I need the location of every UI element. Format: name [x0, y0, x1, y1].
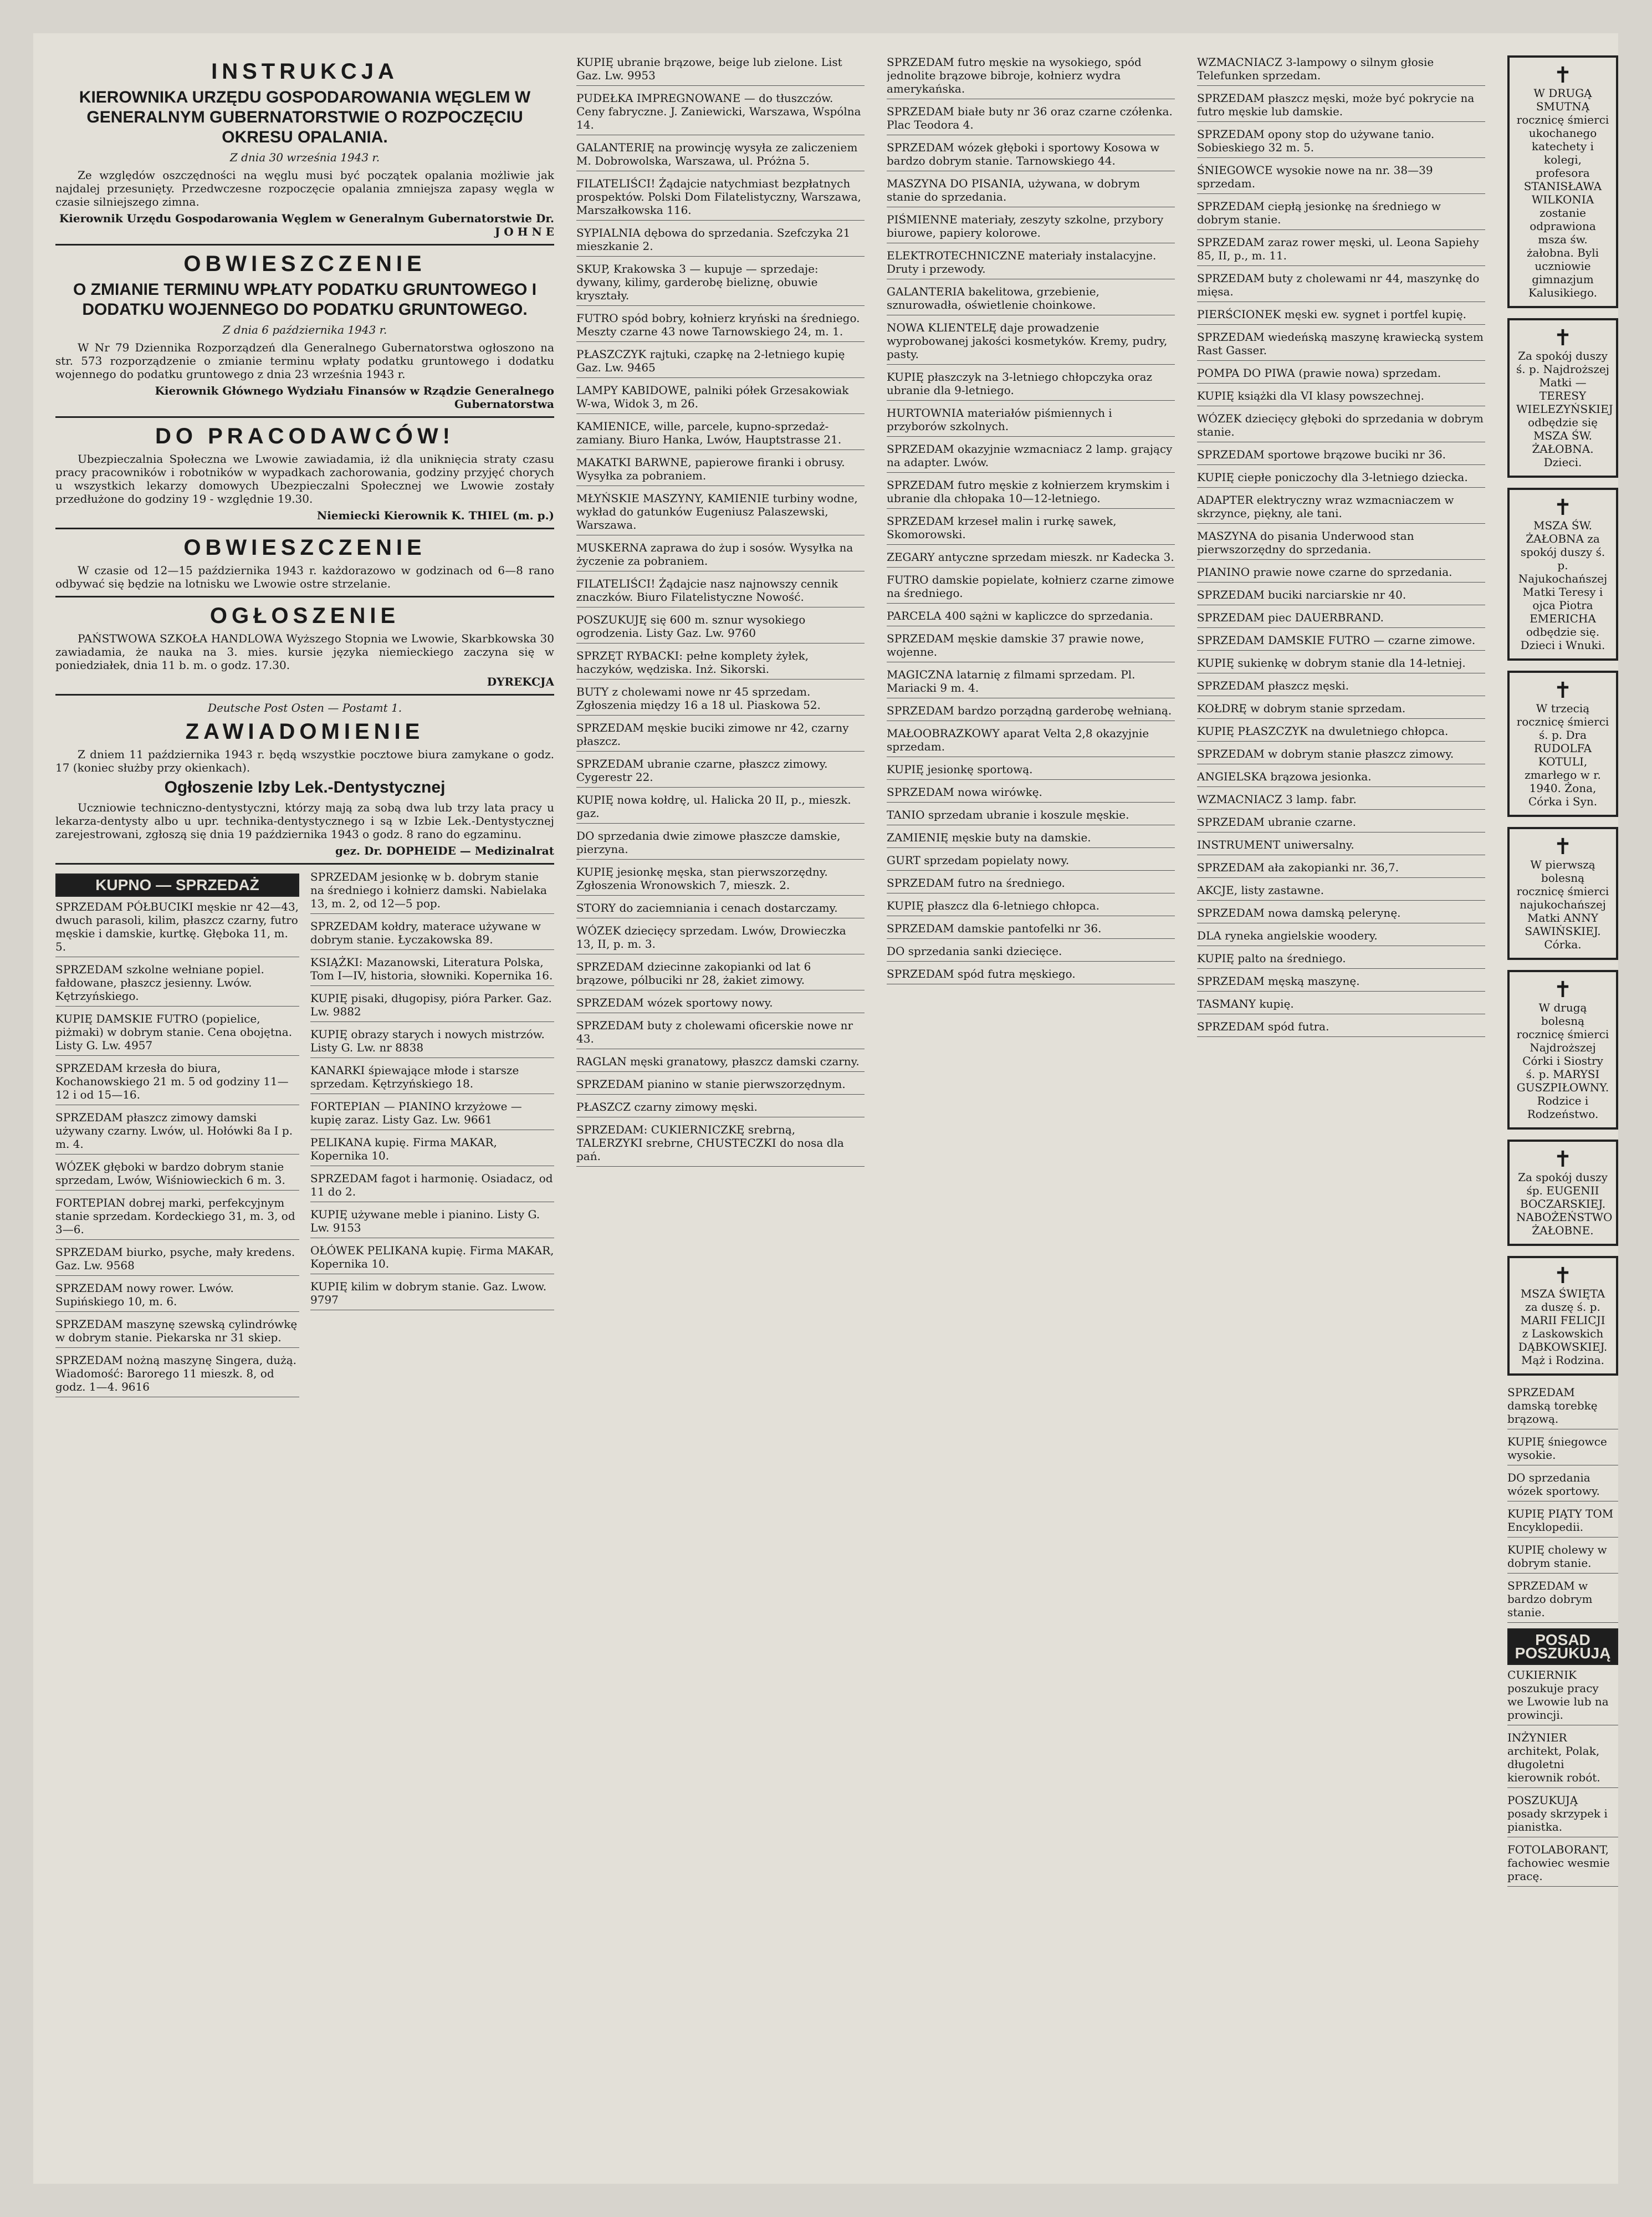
classified-ad: KSIĄŻKI: Mazanowski, Literatura Polska, Tom I—IV, historia, słowniki. Kopernika 16. — [310, 956, 554, 986]
obituary-box — [1507, 488, 1618, 661]
classified-ad: WÓZEK dziecięcy sprzedam. Lwów, Drowieczka 13, II, p. m. 3. — [576, 924, 865, 954]
post-notice-body: Z dniem 11 października 1943 r. będą wszystkie pocztowe biura zamykane o godz. 17 (koniec służby przy okienkach). — [55, 748, 554, 774]
classified-ad: KUPIĘ PIĄTY TOM Encyklopedii. — [1507, 1507, 1618, 1537]
classified-ad: PUDEŁKA IMPREGNOWANE — do tłuszczów. Ceny fabryczne. J. Zaniewicki, Warszawa, Wspólna 14. — [576, 91, 865, 135]
classified-ad: PARCELA 400 sążni w kapliczce do sprzedania. — [887, 609, 1175, 626]
cross-icon: ✝ — [1553, 63, 1572, 88]
classified-ad: MAGICZNA latarnię z filmami sprzedam. Pl. Mariacki 9 m. 4. — [887, 668, 1175, 698]
classified-ad: SPRZEDAM płaszcz zimowy damski używany czarny. Lwów, ul. Hołówki 8a I p. m. 4. — [55, 1111, 299, 1155]
classified-ad: POMPA DO PIWA (prawie nowa) sprzedam. — [1197, 366, 1485, 384]
obituary-box — [1507, 318, 1618, 478]
announcement-title: OBWIESZCZENIE — [183, 252, 426, 276]
classified-ad: SPRZEDAM: CUKIERNICZKĘ srebrną, TALERZYKI srebrne, CHUSTECZKI do nosa dla pań. — [576, 1123, 865, 1167]
divider — [55, 863, 554, 865]
classified-ad: SPRZEDAM piec DAUERBRAND. — [1197, 611, 1485, 628]
classified-ad: PIANINO prawie nowe czarne do sprzedania. — [1197, 565, 1485, 583]
classified-ad: SPRZEDAM płaszcz męski, może być pokrycie na futro męskie lub damskie. — [1197, 91, 1485, 122]
classified-ad: SPRZEDAM białe buty nr 36 oraz czarne czółenka. Plac Teodora 4. — [887, 105, 1175, 135]
classifieds-title: KUPNO — SPRZEDAŻ — [55, 873, 299, 897]
instruction-signature: Kierownik Urzędu Gospodarowania Węglem w Generalnym Gubernatorstwie Dr. J O H N E — [59, 212, 554, 238]
classified-ad: SPRZEDAM nowy rower. Lwów. Supińskiego 10, m. 6. — [55, 1281, 299, 1312]
classified-ad: SPRZEDAM krzeseł malin i rurkę sawek, Skomorowski. — [887, 514, 1175, 545]
classified-ad: KANARKI śpiewające młode i starsze sprzedam. Kętrzyńskiego 18. — [310, 1064, 554, 1094]
classified-ad: WÓZEK głęboki w bardzo dobrym stanie sprzedam, Lwów, Wiśniowieckich 6 m. 3. — [55, 1160, 299, 1191]
post-notice-title: ZAWIADOMIENIE — [185, 719, 424, 744]
cross-icon: ✝ — [1553, 977, 1572, 1003]
instruction-subtitle: KIEROWNIKA URZĘDU GOSPODAROWANIA WĘGLEM W GENERALNYM GUBERNATORSTWIE O ROZPOCZĘCIU OKRESU OPALANIA. — [79, 88, 531, 146]
classifieds-right — [310, 870, 554, 1403]
classified-ad: SPRZEDAM wiedeńską maszynę krawiecką system Rast Gasser. — [1197, 330, 1485, 361]
classified-ad: ADAPTER elektryczny wraz wzmacniaczem w skrzynce, piękny, ale tani. — [1197, 493, 1485, 524]
classified-ad: DLA ryneka angielskie woodery. — [1197, 929, 1485, 946]
obituary-text: W drugą bolesną rocznicę śmierci Najdroższej Córki i Siostry ś. p. MARYSI GUSZPIŁOWNY. Rodzice i Rodzeństwo. — [1516, 1001, 1609, 1121]
classified-ad: SPRZEDAM biurko, psyche, mały kredens. Gaz. Lw. 9568 — [55, 1245, 299, 1276]
classified-ad: ZAMIENIĘ męskie buty na damskie. — [887, 831, 1175, 848]
classified-ad: SPRZĘT RYBACKI: pełne komplety żyłek, haczyków, wędziska. Inż. Sikorski. — [576, 649, 865, 680]
classified-ad: NOWA KLIENTELĘ daje prowadzenie wyprobowanej jakości kosmetyków. Kremy, pudry, pasty. — [887, 321, 1175, 365]
job-ad: FOTOLABORANT, fachowiec wesmie pracę. — [1507, 1843, 1618, 1887]
classified-ad: RAGLAN męski granatowy, płaszcz damski czarny. — [576, 1055, 865, 1072]
classified-ad: MŁYŃSKIE MASZYNY, KAMIENIE turbiny wodne, wykład do gatunków Eugeniusz Palaszewski, Warszawa. — [576, 492, 865, 535]
classified-ad: SYPIALNIA dębowa do sprzedania. Szefczyka 21 mieszkanie 2. — [576, 226, 865, 257]
cross-icon: ✝ — [1553, 1263, 1572, 1289]
classified-ad: KUPIĘ śniegowce wysokie. — [1507, 1435, 1618, 1465]
classified-ad: SPRZEDAM kołdry, materace używane w dobrym stanie. Łyczakowska 89. — [310, 920, 554, 950]
classified-ad: AKCJE, listy zastawne. — [1197, 883, 1485, 901]
classified-ad: SPRZEDAM nożną maszynę Singera, dużą. Wiadomość: Barorego 11 mieszk. 8, od godz. 1—4. 9616 — [55, 1353, 299, 1397]
classified-ad: FILATELIŚCI! Żądajcie nasz najnowszy cennik znaczków. Biuro Filatelistyczne Nowość. — [576, 577, 865, 607]
classified-ad: SPRZEDAM opony stop do używane tanio. Sobieskiego 32 m. 5. — [1197, 127, 1485, 158]
classified-ad: KUPIĘ kilim w dobrym stanie. Gaz. Lwow. 9797 — [310, 1280, 554, 1310]
classified-ad: FILATELIŚCI! Żądajcie natychmiast bezpłatnych prospektów. Polski Dom Filatelistyczny, Warszawa, Marszałkowska 116. — [576, 177, 865, 221]
classified-ad: SPRZEDAM wózek sportowy nowy. — [576, 996, 865, 1013]
classified-ad: KAMIENICE, wille, parcele, kupno-sprzedaż-zamiany. Biuro Hanka, Lwów, Hauptstrasse 21. — [576, 420, 865, 450]
divider — [55, 694, 554, 696]
column-obituaries — [1507, 55, 1618, 2162]
classified-ad: WZMACNIACZ 3 lamp. fabr. — [1197, 793, 1485, 810]
obituary-box — [1507, 1256, 1618, 1376]
employers-title: DO PRACODAWCÓW! — [155, 424, 454, 448]
classified-ad: KUPIĘ używane meble i pianino. Listy G. Lw. 9153 — [310, 1208, 554, 1238]
obituary-box — [1507, 1140, 1618, 1246]
classified-ad: PELIKANA kupię. Firma MAKAR, Kopernika 10. — [310, 1136, 554, 1166]
cross-icon: ✝ — [1553, 325, 1572, 351]
dental-notice-body: Uczniowie techniczno-dentystyczni, którzy mają za sobą dwa lub trzy lata pracy u lekarza-dentysty albo u upr. technika-dentystycznego i są w Izbie Lek.-Dentystycznej zarejestrowani, zgłoszą się dnia 19 października 1943 o godz. 8 rano do egzaminu. — [55, 801, 554, 841]
classified-ad: SPRZEDAM nowa damską pelerynę. — [1197, 906, 1485, 923]
announcement-date: Z dnia 6 października 1943 r. — [222, 323, 387, 336]
classified-ad: KUPIĘ ciepłe poniczochy dla 3-letniego dziecka. — [1197, 471, 1485, 488]
classified-ad: GURT sprzedam popielaty nowy. — [887, 854, 1175, 871]
classified-ad: KUPIĘ płaszcz dla 6-letniego chłopca. — [887, 899, 1175, 916]
classified-ad: SPRZEDAM dziecinne zakopianki od lat 6 brązowe, pólbuciki nr 28, żakiet zimowy. — [576, 960, 865, 990]
classified-ad: SPRZEDAM sportowe brązowe buciki nr 36. — [1197, 448, 1485, 465]
employers-signature: Niemiecki Kierownik K. THIEL (m. p.) — [316, 509, 554, 522]
classified-ad: SPRZEDAM zaraz rower męski, ul. Leona Sapiehy 85, II, p., m. 11. — [1197, 236, 1485, 266]
classified-ad: SPRZEDAM szkolne wełniane popiel. fałdowane, płaszcz jesienny. Lwów. Kętrzyńskiego. — [55, 963, 299, 1007]
classified-ad: PIERŚCIONEK męski ew. sygnet i portfel kupię. — [1197, 308, 1485, 325]
classified-ad: SPRZEDAM DAMSKIE FUTRO — czarne zimowe. — [1197, 634, 1485, 651]
job-ad: INŻYNIER architekt, Polak, długoletni kierownik robót. — [1507, 1731, 1618, 1788]
classified-ad: SPRZEDAM męską maszynę. — [1197, 974, 1485, 992]
classified-ad: KUPIĘ nowa kołdrę, ul. Halicka 20 II, p., mieszk. gaz. — [576, 793, 865, 824]
divider — [55, 416, 554, 418]
classified-ad: SPRZEDAM nowa wirówkę. — [887, 785, 1175, 803]
classified-ad: TANIO sprzedam ubranie i koszule męskie. — [887, 808, 1175, 825]
obituary-box — [1507, 970, 1618, 1130]
classified-ad: KUPIĘ ubranie brązowe, beige lub zielone. List Gaz. Lw. 9953 — [576, 55, 865, 86]
classified-ad: STORY do zaciemniania i cenach dostarczamy. — [576, 901, 865, 918]
classified-ad: SPRZEDAM męskie damskie 37 prawie nowe, wojenne. — [887, 632, 1175, 662]
classified-ad: SPRZEDAM damskie pantofelki nr 36. — [887, 922, 1175, 939]
obituary-text: W trzecią rocznicę śmierci ś. p. Dra RUDOLFA KOTULI, zmarłego w r. 1940. Żona, Córka i Syn. — [1516, 702, 1609, 808]
instruction-body: Ze względów oszczędności na węglu musi być początek opalania możliwie jak najdalej przesunięty. Przedwczesne rozpoczęcie opalania zmniejsza zapasy węgla w czasie silniejszego zimna. — [55, 168, 554, 208]
classified-ad: SPRZEDAM męskie buciki zimowe nr 42, czarny płaszcz. — [576, 721, 865, 752]
classified-ad: SPRZEDAM buty z cholewami nr 44, maszynkę do mięsa. — [1197, 272, 1485, 302]
classifieds-left — [55, 870, 299, 1403]
obituary-text: MSZA ŚWIĘTA za duszę ś. p. MARII FELICJI z Laskowskich DĄBKOWSKIEJ. Mąż i Rodzina. — [1518, 1287, 1608, 1367]
announcement-signature: Kierownik Głównego Wydziału Finansów w Rządzie Generalnego Gubernatorstwa — [155, 384, 554, 411]
classified-ad: SPRZEDAM w bardzo dobrym stanie. — [1507, 1579, 1618, 1623]
classified-ad: SPRZEDAM płaszcz męski. — [1197, 679, 1485, 696]
classified-ad: SPRZEDAM futro na średniego. — [887, 876, 1175, 893]
classified-ad: SPRZEDAM ciepłą jesionkę na średniego w dobrym stanie. — [1197, 200, 1485, 230]
classified-ad: DO sprzedania sanki dziecięce. — [887, 944, 1175, 962]
classified-ad: SPRZEDAM ubranie czarne. — [1197, 815, 1485, 832]
obituary-text: Za spokój duszy śp. EUGENII BOCZARSKIEJ. NABOŻEŃSTWO ŻAŁOBNE. — [1516, 1171, 1613, 1237]
classified-ad: SPRZEDAM fagot i harmonię. Osiadacz, od 11 do 2. — [310, 1172, 554, 1202]
classified-ad: GALANTERIA bakelitowa, grzebienie, sznurowadła, oświetlenie choinkowe. — [887, 285, 1175, 315]
classified-ad: INSTRUMENT uniwersalny. — [1197, 838, 1485, 855]
classified-ad: PŁASZCZYK rajtuki, czapkę na 2-letniego kupię Gaz. Lw. 9465 — [576, 348, 865, 378]
classified-ad: MAŁOOBRAZKOWY aparat Velta 2,8 okazyjnie sprzedam. — [887, 727, 1175, 757]
classified-ad: SPRZEDAM futro męskie na wysokiego, spód jednolite brązowe bibroje, kołnierz wydra amerykańska. — [887, 55, 1175, 99]
classified-ad: ŚNIEGOWCE wysokie nowe na nr. 38—39 sprzedam. — [1197, 164, 1485, 194]
column-ads-4 — [1197, 55, 1485, 2162]
classified-ad: DO sprzedania dwie zimowe płaszcze damskie, pierzyna. — [576, 829, 865, 860]
newspaper-page — [33, 33, 1618, 2184]
classified-ad: DO sprzedania wózek sportowy. — [1507, 1471, 1618, 1501]
classified-ad: SKUP, Krakowska 3 — kupuje — sprzedaje: dywany, kilimy, garderobę bieliznę, obuwie kryształy. — [576, 262, 865, 306]
announcement2-body: W czasie od 12—15 października 1943 r. każdorazowo w godzinach od 6—8 rano odbywać się będzie na lotnisku we Lwowie ostre strzelanie. — [55, 564, 554, 590]
divider — [55, 244, 554, 246]
classified-ad: KUPIĘ palto na średniego. — [1197, 952, 1485, 969]
dental-notice-signature: gez. Dr. DOPHEIDE — Medizinalrat — [335, 844, 554, 857]
classified-ad: BUTY z cholewami nowe nr 45 sprzedam. Zgłoszenia między 16 a 18 ul. Piaskowa 52. — [576, 685, 865, 716]
classified-ad: KUPIĘ jesionkę męska, stan pierwszorzędny. Zgłoszenia Wronowskich 7, mieszk. 2. — [576, 865, 865, 896]
classified-ad: MAKATKI BARWNE, papierowe firanki i obrusy. Wysyłka za pobraniem. — [576, 456, 865, 486]
classified-ad: KUPIĘ cholewy w dobrym stanie. — [1507, 1543, 1618, 1574]
classified-ad: ANGIELSKA brązowa jesionka. — [1197, 770, 1485, 787]
classified-ad: SPRZEDAM bardzo porządną garderobę wełnianą. — [887, 704, 1175, 721]
column-notices — [55, 55, 554, 2162]
classified-ad: HURTOWNIA materiałów piśmiennych i przyborów szkolnych. — [887, 406, 1175, 437]
classified-ad: SPRZEDAM futro męskie z kołnierzem krymskim i ubranie dla chłopaka 10—12-letniego. — [887, 478, 1175, 509]
classified-ad: WZMACNIACZ 3-lampowy o silnym głosie Telefunken sprzedam. — [1197, 55, 1485, 86]
instruction-date: Z dnia 30 września 1943 r. — [229, 151, 380, 164]
classified-ad: FORTEPIAN — PIANINO krzyżowe — kupię zaraz. Listy Gaz. Lw. 9661 — [310, 1100, 554, 1130]
classified-ad: SPRZEDAM w dobrym stanie płaszcz zimowy. — [1197, 747, 1485, 764]
classified-ad: OŁÓWEK PELIKANA kupię. Firma MAKAR, Kopernika 10. — [310, 1244, 554, 1274]
classified-ad: ZEGARY antyczne sprzedam mieszk. nr Kadecka 3. — [887, 550, 1175, 568]
classified-ad: KUPIĘ płaszczyk na 3-letniego chłopczyka oraz ubranie dla 9-letniego. — [887, 370, 1175, 401]
classified-ad: ELEKTROTECHNICZNE materiały instalacyjne. Druty i przewody. — [887, 249, 1175, 279]
job-ad: POSZUKUJĄ posady skrzypek i pianistka. — [1507, 1794, 1618, 1837]
notice-signature: DYREKCJA — [487, 675, 554, 688]
notice-body: PAŃSTWOWA SZKOŁA HANDLOWA Wyższego Stopnia we Lwowie, Skarbkowska 30 zawiadamia, że nauka na 3. mies. kursie języka niemieckiego zaczyna się w poniedziałek, dnia 11 b. m. o godz. 17.30. — [55, 632, 554, 672]
cross-icon: ✝ — [1553, 495, 1572, 520]
divider — [55, 528, 554, 529]
classified-ad: KOŁDRĘ w dobrym stanie sprzedam. — [1197, 702, 1485, 719]
classified-ad: SPRZEDAM okazyjnie wzmacniacz 2 lamp. grający na adapter. Lwów. — [887, 442, 1175, 473]
classified-ad: SPRZEDAM PÓŁBUCIKI męskie nr 42—43, dwuch parasoli, kilim, płaszcz czarny, futro męskie i damskie, kurtkę. Głęboka 11, m. 5. — [55, 900, 299, 957]
classified-ad: SPRZEDAM ubranie czarne, płaszcz zimowy. Cygerestr 22. — [576, 757, 865, 788]
cross-icon: ✝ — [1553, 1147, 1572, 1172]
classified-ad: KUPIĘ PŁASZCZYK na dwuletniego chłopca. — [1197, 724, 1485, 742]
classified-ad: KUPIĘ DAMSKIE FUTRO (popielice, piżmaki) w dobrym stanie. Cena obojętna. Listy G. Lw. 4957 — [55, 1012, 299, 1056]
classified-ad: GALANTERIĘ na prowincję wysyła ze zaliczeniem M. Dobrowolska, Warszawa, ul. Próżna 5. — [576, 141, 865, 171]
classified-ad: PŁASZCZ czarny zimowy męski. — [576, 1100, 865, 1117]
classified-ad: MASZYNA DO PISANIA, używana, w dobrym stanie do sprzedania. — [887, 177, 1175, 207]
classified-ad: SPRZEDAM pianino w stanie pierwszorzędnym. — [576, 1077, 865, 1095]
obituary-box — [1507, 671, 1618, 817]
classified-ad: KUPIĘ jesionkę sportową. — [887, 763, 1175, 780]
column-ads-3 — [887, 55, 1175, 2162]
announcement2-title: OBWIESZCZENIE — [183, 535, 426, 560]
classified-ad: FUTRO spód bobry, kołnierz kryński na średniego. Meszty czarne 43 nowe Tarnowskiego 24, m. 1. — [576, 311, 865, 342]
dental-notice-title: Ogłoszenie Izby Lek.-Dentystycznej — [164, 778, 446, 796]
column-ads-2 — [576, 55, 865, 2162]
notice-title: OGŁOSZENIE — [209, 604, 400, 628]
instruction-title: INSTRUKCJA — [211, 59, 398, 84]
divider — [55, 596, 554, 597]
classified-ad: SPRZEDAM buty z cholewami oficerskie nowe nr 43. — [576, 1019, 865, 1049]
obituary-box — [1507, 827, 1618, 960]
jobs-title: POSAD POSZUKUJĄ — [1507, 1628, 1618, 1665]
classified-ad: SPRZEDAM jesionkę w b. dobrym stanie na średniego i kołnierz damski. Nabielaka 13, m. 2, od 12—5 pop. — [310, 870, 554, 914]
classified-ad: SPRZEDAM spód futra męskiego. — [887, 967, 1175, 984]
employers-body: Ubezpieczalnia Społeczna we Lwowie zawiadamia, iż dla uniknięcia straty czasu pracy pracowników i robotników w wypadkach zachorowania, godziny przyjęć chorych u wszystkich lekarzy domowych Ubezpieczalni Społecznej we Lwowie zostały przedłużone do godziny 19 - względnie 19.30. — [55, 452, 554, 505]
classified-ad: LAMPY KABIDOWE, palniki półek Grzesakowiak W-wa, Widok 3, m 26. — [576, 384, 865, 414]
classified-ad: SPRZEDAM wózek głęboki i sportowy Kosowa w bardzo dobrym stanie. Tarnowskiego 44. — [887, 141, 1175, 171]
classified-ad: TASMANY kupię. — [1197, 997, 1485, 1014]
classified-ad: SPRZEDAM ała zakopianki nr. 36,7. — [1197, 861, 1485, 878]
classified-ad: SPRZEDAM buciki narciarskie nr 40. — [1197, 588, 1485, 605]
classified-ad: POSZUKUJĘ się 600 m. sznur wysokiego ogrodzenia. Listy Gaz. Lw. 9760 — [576, 613, 865, 643]
classified-ad: PIŚMIENNE materiały, zeszyty szkolne, przybory biurowe, papiery kolorowe. — [887, 213, 1175, 243]
classified-ad: SPRZEDAM krzesła do biura, Kochanowskiego 21 m. 5 od godziny 11—12 i od 15—16. — [55, 1061, 299, 1105]
obituary-text: Za spokój duszy ś. p. Najdroższej Matki — TERESY WIELEZYŃSKIEJ odbędzie się MSZA ŚW. ŻAŁOBNA. Dzieci. — [1516, 349, 1613, 469]
post-header: Deutsche Post Osten — Postamt 1. — [207, 701, 402, 714]
classified-ad: WÓZEK dziecięcy głęboki do sprzedania w dobrym stanie. — [1197, 412, 1485, 442]
obituary-text: W pierwszą bolesną rocznicę śmierci najukochańszej Matki ANNY SAWIŃSKIEJ. Córka. — [1516, 858, 1609, 951]
classified-ad: MUSKERNA zaprawa do żup i sosów. Wysyłka na życzenie za pobraniem. — [576, 541, 865, 571]
classified-ad: KUPIĘ pisaki, długopisy, pióra Parker. Gaz. Lw. 9882 — [310, 992, 554, 1022]
announcement-subtitle: O ZMIANIE TERMINU WPŁATY PODATKU GRUNTOWEGO I DODATKU WOJENNEGO DO PODATKU GRUNTOWEGO. — [73, 280, 537, 319]
classified-ad: FUTRO damskie popielate, kołnierz czarne zimowe na średniego. — [887, 573, 1175, 604]
classified-ad: FORTEPIAN dobrej marki, perfekcyjnym stanie sprzedam. Kordeckiego 31, m. 3, od 3—6. — [55, 1196, 299, 1240]
job-ad: CUKIERNIK poszukuje pracy we Lwowie lub na prowincji. — [1507, 1668, 1618, 1725]
cross-icon: ✝ — [1553, 834, 1572, 860]
classified-ad: KUPIĘ sukienkę w dobrym stanie dla 14-letniej. — [1197, 656, 1485, 673]
classified-ad: SPRZEDAM maszynę szewską cylindrówkę w dobrym stanie. Piekarska nr 31 skiep. — [55, 1317, 299, 1348]
obituary-text: MSZA ŚW. ŻAŁOBNA za spokój duszy ś. p. Najukochańszej Matki Teresy i ojca Piotra EMERICHA odbędzie się. Dzieci i Wnuki. — [1518, 519, 1608, 652]
classified-ad: SPRZEDAM spód futra. — [1197, 1020, 1485, 1037]
classified-ad: KUPIĘ książki dla VI klasy powszechnej. — [1197, 389, 1485, 406]
cross-icon: ✝ — [1553, 678, 1572, 703]
obituary-box — [1507, 55, 1618, 308]
classified-ad: SPRZEDAM damską torebkę brązową. — [1507, 1386, 1618, 1429]
classified-ad: MASZYNA do pisania Underwood stan pierwszorzędny do sprzedania. — [1197, 529, 1485, 560]
classified-ad: KUPIĘ obrazy starych i nowych mistrzów. Listy G. Lw. nr 8838 — [310, 1028, 554, 1058]
announcement-body: W Nr 79 Dziennika Rozporządzeń dla Generalnego Gubernatorstwa ogłoszono na str. 573 rozporządzenie o zmianie terminu wpłaty podatku gruntowego i dodatku wojennego do podatku gruntowego z dnia 23 września 1943 r. — [55, 341, 554, 381]
obituary-text: W DRUGĄ SMUTNĄ rocznicę śmierci ukochanego katechety i kolegi, profesora STANISŁAWA WILKONIA zostanie odprawiona msza św. żałobna. Byli uczniowie gimnazjum Kalusikiego. — [1516, 86, 1609, 299]
